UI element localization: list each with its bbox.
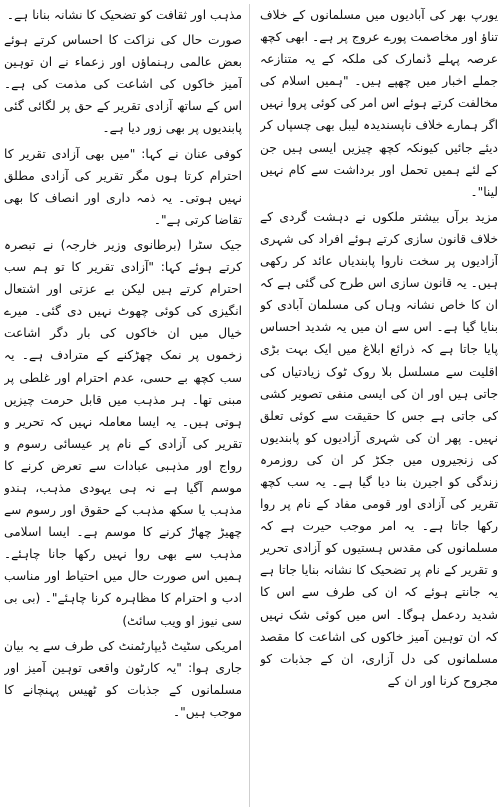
right-column: [260, 4, 498, 807]
paragraph: کوفی عنان نے کہا: "میں بھی آزادی تقریر کا احترام کرتا ہوں مگر تقریر کی آزادی مطلق نہیں ہوتی۔ یہ ذمہ داری اور انصاف کا بھی تقاضا کرتی ہے"۔: [4, 146, 242, 227]
paragraph: یورپ بھر کی آبادیوں میں مسلمانوں کے خلاف تناؤ اور مخاصمت پورے عروج پر ہے۔ ابھی کچھ عرصہ پہلے ڈنمارک کی ملکہ کے یہ متنازعہ جملے اخبار میں چھپے ہیں۔ "ہمیں اسلام کی مخالفت کرتے ہوئے اس امر کی کوئی پروا نہیں اگر ہمارے خلاف ناپسندیدہ لیبل بھی چسپاں کر دیئے جائیں کیونکہ کچھ چیزیں ایسی ہیں جن کے لئے ہمیں تحمل اور برداشت سے کام نہیں لینا"۔: [260, 8, 498, 199]
paragraph: مذہب اور ثقافت کو تضحیک کا نشانہ بنانا ہے۔: [6, 8, 242, 22]
left-column: [4, 4, 242, 807]
paragraph: جیک سٹرا (برطانوی وزیر خارجہ) نے تبصرہ کرتے ہوئے کہا: "آزادی تقریر کا تو ہم سب احترام کرتے ہیں لیکن بے عزتی اور اشتعال انگیزی کی کوئی چھوٹ نہیں دی گئی۔ میرے خیال میں ان خاکوں کی بار دگر اشاعت زخموں پر نمک چھڑکنے کے مترادف ہے۔ یہ سب کچھ بے حسی، عدم احترام اور غلطی پر مبنی تھا۔ ہر مذہب میں قابل حرمت چیزیں ہوتی ہیں۔ یہ ایسا معاملہ نہیں کہ تحریر و تقریر کی آزادی کے نام پر عیسائی رسوم و رواج اور مذہبی عبادات سے تعرض کرنے کا موسم آگیا ہے نہ ہی یہودی مذہب، ہندو مذہب یا سکھ مذہب کے حقوق اور رسوم سے چھیڑ چھاڑ کرنے کا موسم ہے۔ ایسا اسلامی مذہب سے بھی روا نہیں رکھا جانا چاہئے۔ ہمیں اس صورت حال میں احتیاط اور مناسب ادب و احترام کا مظاہرہ کرنا چاہئے"۔ (بی بی سی نیوز او ویب سائٹ): [4, 237, 242, 628]
column-divider: [249, 4, 250, 807]
paragraph: صورت حال کی نزاکت کا احساس کرتے ہوئے بعض عالمی رہنماؤں اور زعماء نے ان توہین آمیز خاکوں کی اشاعت کی مذمت کی ہے۔ اس کے ساتھ آزادی تقریر کے حق پر لگائی گئی پابندیوں پر بھی زور دیا ہے۔: [4, 33, 242, 136]
paragraph: امریکی سٹیٹ ڈیپارٹمنٹ کی طرف سے یہ بیان جاری ہوا: "یہ کارٹون واقعی توہین آمیز اور مسلمانوں کے جذبات کو ٹھیس پہنچانے کا موجب ہیں"۔: [4, 638, 242, 719]
paragraph: مزید برآں بیشتر ملکوں نے دہشت گردی کے خلاف قانون سازی کرتے ہوئے افراد کی شہری آزادیوں پر سخت ناروا پابندیاں عائد کر رکھی ہیں۔ یہ قانون سازی اس طرح کی گئی ہے کہ ان کا خاص نشانہ وہاں کی مسلمان آبادی کو بنایا گیا ہے۔ اس سے ان میں یہ شدید احساس پایا جاتا ہے کہ ذرائع ابلاغ میں ایک بہت بڑی اقلیت سے مسلسل بلا روک ٹوک زیادتیاں کی جاتی ہیں اور ان کی ایسی منفی تصویر کشی کی جاتی ہے جس کا حقیقت سے کوئی تعلق نہیں۔ پھر ان کی شہری آزادیوں کو پابندیوں کی زنجیروں میں جکڑ کر ان کی روزمرہ زندگی کو اجیرن بنا دیا گیا ہے۔ یہ سب کچھ تقریر کی آزادی اور قومی مفاد کے نام پر روا رکھا جاتا ہے۔ یہ امر موجب حیرت ہے کہ مسلمانوں کی مقدس ہستیوں کو آزادی تحریر و تقریر کے نام پر تضحیک کا نشانہ بنایا جاتا ہے یہ جانتے ہوئے کہ ان کی طرف سے اس کا شدید ردعمل ہوگا۔ اس میں کوئی شک نہیں کہ ان توہین آمیز خاکوں کی اشاعت کا مقصد مسلمانوں کی دل آزاری، ان کے جذبات کو مجروح کرنا اور ان کے: [260, 209, 498, 688]
